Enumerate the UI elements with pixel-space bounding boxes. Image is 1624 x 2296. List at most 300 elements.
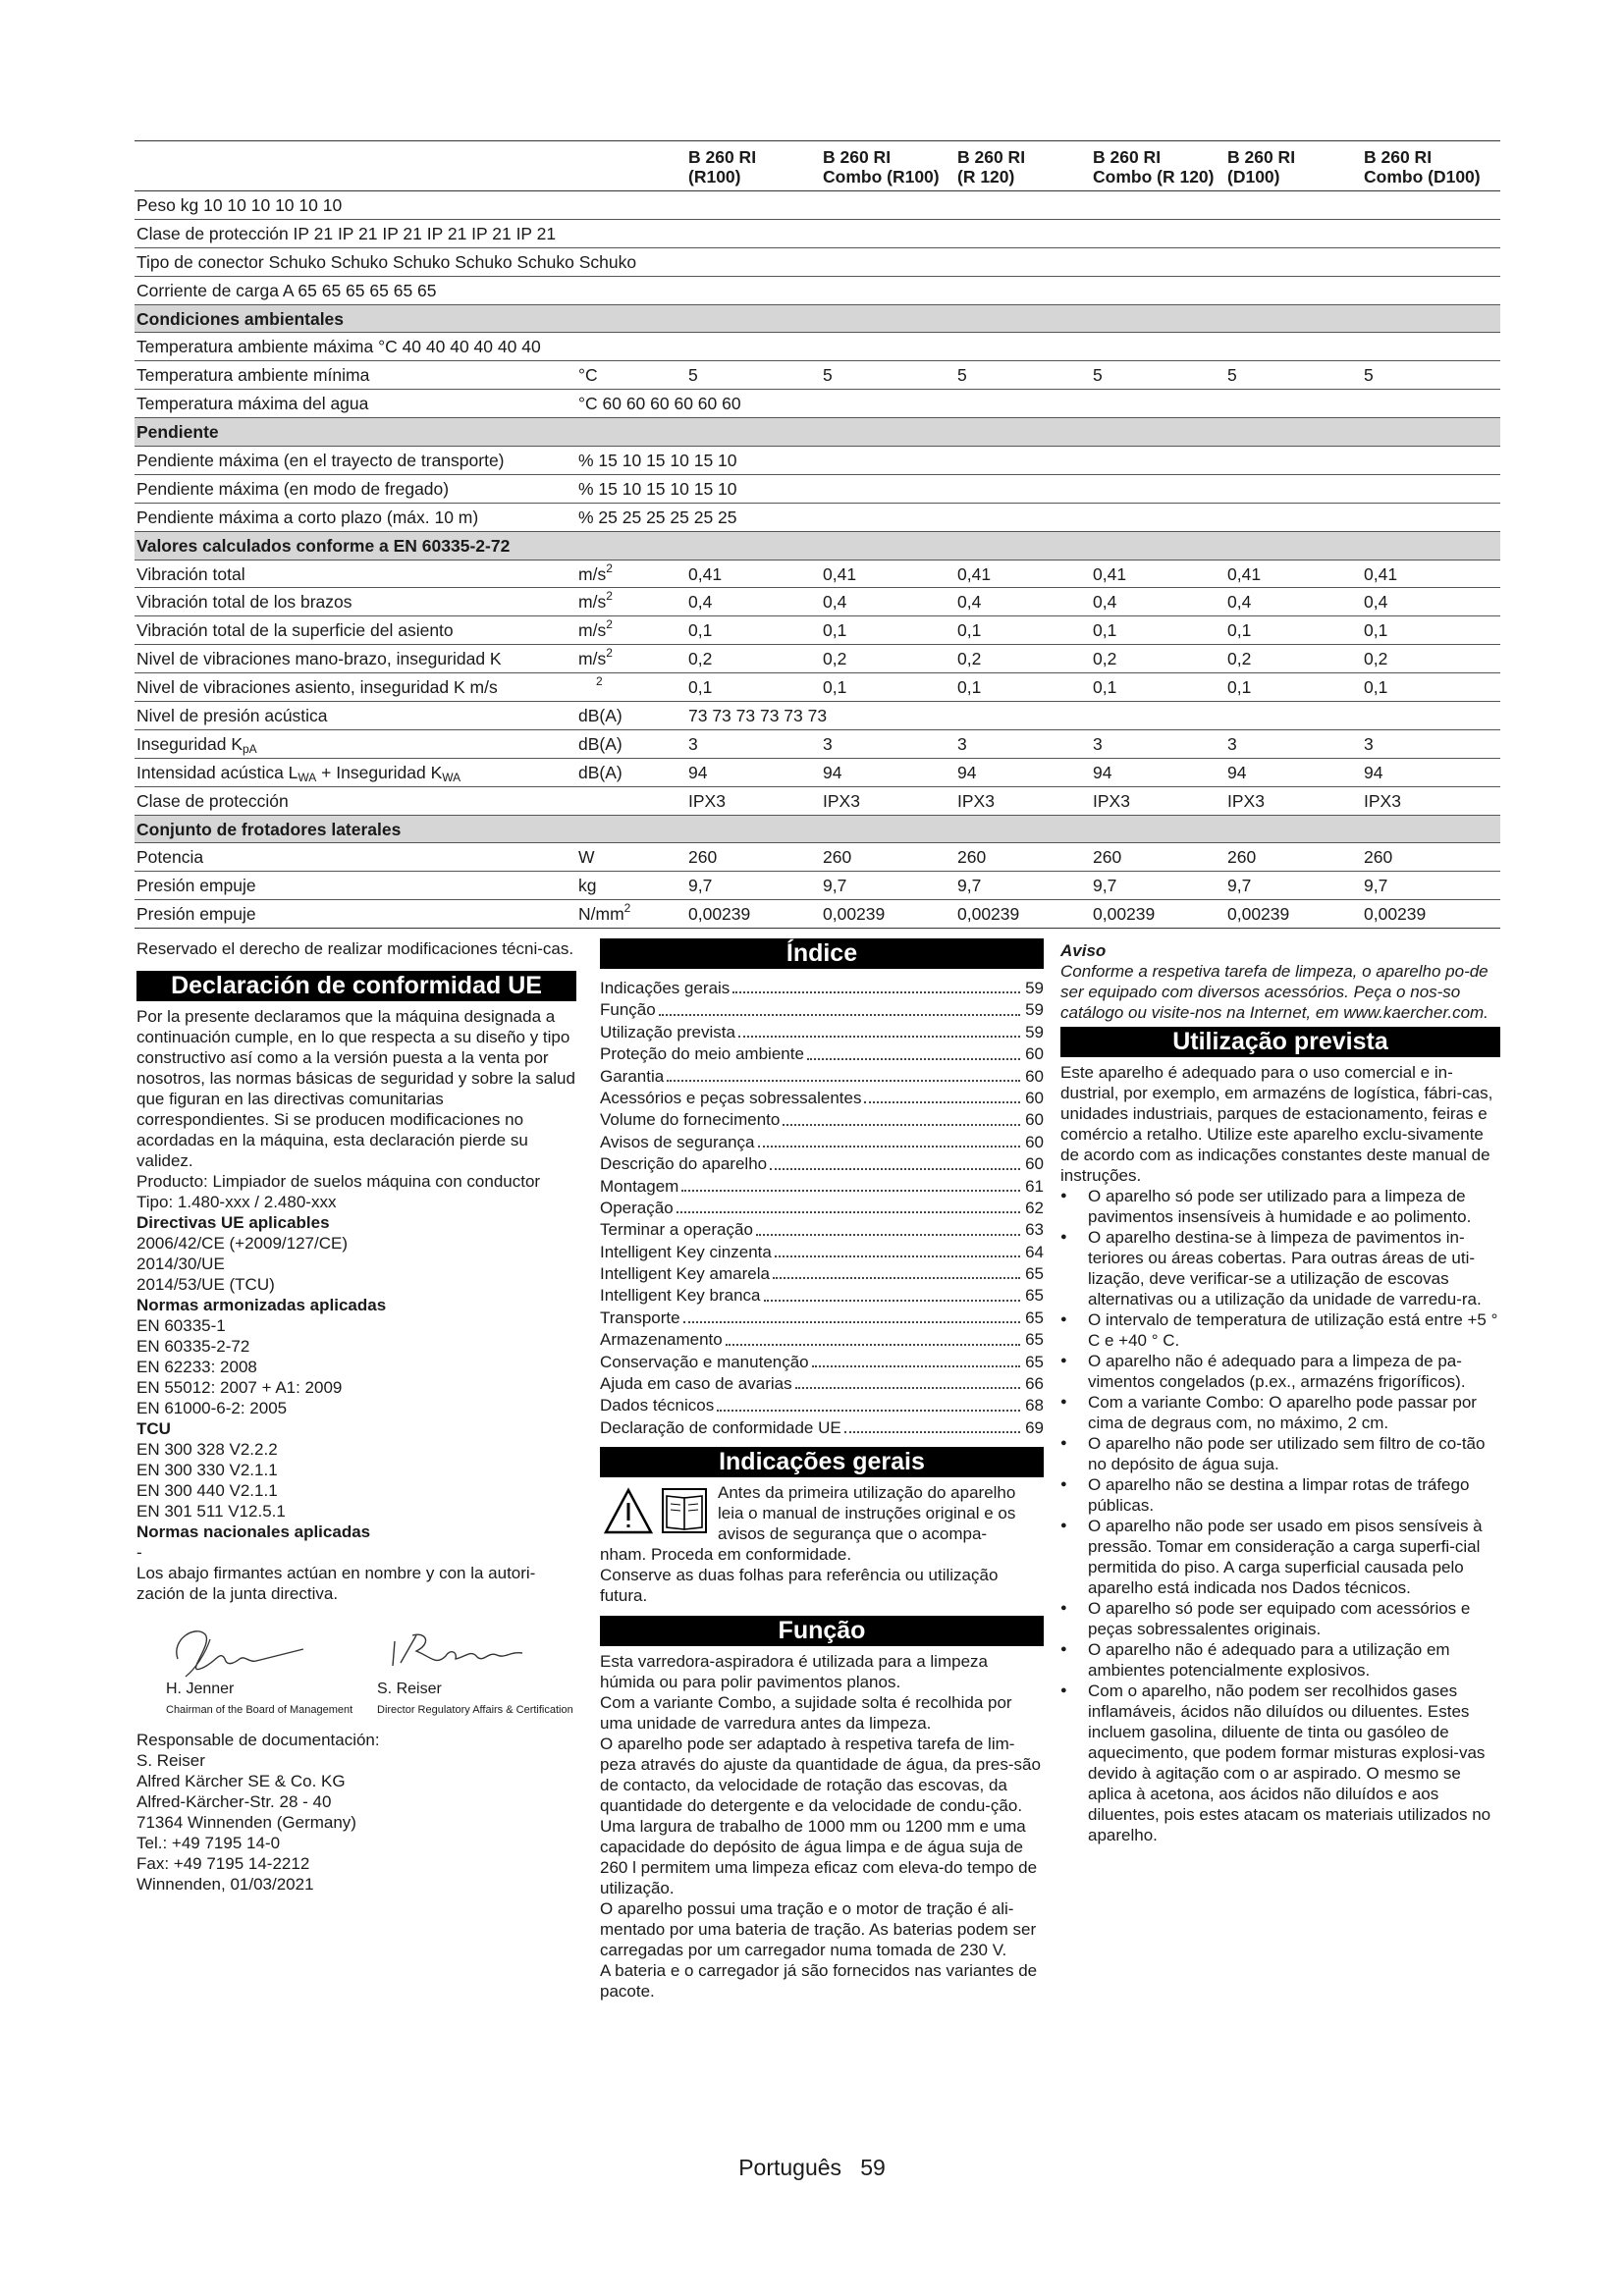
intended-use-text: Este aparelho é adequado para o uso comercial e in-dustrial, por exemplo, em armazéns de logística, fábri-cas, unidades industriais, parques de estacionamento, feiras e comércio a retalho. Utilize este aparelho exclu-sivamente de acordo com as indicações constantes deste manual de instruções. bbox=[1060, 1063, 1493, 1185]
header-col: B 260 RI Combo (R100) bbox=[823, 147, 940, 187]
index-leader bbox=[726, 1344, 1020, 1346]
list-item: EN 300 328 V2.2.2 bbox=[136, 1440, 278, 1459]
row-label: Nivel de presión acústica bbox=[136, 706, 328, 726]
value-cell: 260 bbox=[1093, 847, 1122, 868]
list-item: Alfred-Kärcher-Str. 28 - 40 bbox=[136, 1792, 332, 1811]
value-cell: 5 bbox=[823, 365, 833, 386]
table-row bbox=[135, 504, 1500, 532]
index-entry[interactable] bbox=[600, 1395, 1044, 1416]
value-cell: 94 bbox=[1227, 762, 1247, 782]
value-cell: 94 bbox=[823, 762, 842, 782]
value-cell: 0,41 bbox=[1093, 563, 1127, 584]
value-cell: 5 bbox=[1364, 365, 1374, 386]
list-item: ● Com o aparelho, não podem ser recolhidos gases inflamáveis, ácidos não diluídos ou diluentes. Estes incluem gasolina, diluente de tinta ou gasóleo de aquecimento, que podem formar misturas explosi-vas devido à agitação com o ar aspirado. O mesmo se aplica à acetona, aos ácidos não diluídos e aos diluentes, pois estes atacam os materiais utilizados no aparelho. bbox=[1060, 1681, 1500, 1845]
list-item: ● O intervalo de temperatura de utilização está entre +5 ° C e +40 ° C. bbox=[1060, 1309, 1500, 1351]
index-entry-page: 60 bbox=[1025, 1066, 1044, 1086]
list-item: EN 55012: 2007 + A1: 2009 bbox=[136, 1378, 343, 1397]
table-row bbox=[135, 447, 1500, 475]
section-row bbox=[135, 305, 1500, 334]
value-cell: 0,41 bbox=[1364, 563, 1398, 584]
index-leader bbox=[770, 1168, 1020, 1170]
table-row bbox=[135, 759, 1500, 787]
value-cell: 0,41 bbox=[957, 563, 992, 584]
row-rest: °C 60 60 60 60 60 60 bbox=[578, 394, 741, 414]
index-leader bbox=[667, 1080, 1020, 1082]
documentation-contact bbox=[136, 1730, 576, 1895]
index-entry-page: 65 bbox=[1025, 1308, 1044, 1327]
table-row bbox=[135, 616, 1500, 645]
value-cell: 94 bbox=[688, 762, 708, 782]
index-entry-page: 66 bbox=[1025, 1374, 1044, 1394]
signature-reiser bbox=[387, 1622, 534, 1681]
list-item: O aparelho pode ser adaptado à respetiva tarefa de lim-peza através do ajuste da quantidade de água, da pres-são de contacto, da velocidade de rotação das escovas, da quantidade do detergente e da velocidade de condu-ção. bbox=[600, 1735, 1041, 1816]
table-row bbox=[135, 872, 1500, 900]
row-text: Clase de protección IP 21 IP 21 IP 21 IP 21 IP 21 IP 21 bbox=[136, 223, 557, 243]
index-entry[interactable] bbox=[600, 1043, 1044, 1065]
table-row bbox=[135, 248, 1500, 277]
list-item: EN 300 330 V2.1.1 bbox=[136, 1461, 278, 1479]
list-item: Esta varredora-aspiradora é utilizada para a limpeza húmida ou para polir pavimentos planos. bbox=[600, 1652, 988, 1692]
table-row bbox=[135, 787, 1500, 816]
footer-language: Português bbox=[738, 2155, 842, 2180]
column-left bbox=[136, 938, 576, 1895]
index-leader bbox=[783, 1124, 1020, 1126]
value-cell: 3 bbox=[823, 733, 833, 754]
list-item: EN 60335-1 bbox=[136, 1316, 226, 1335]
index-entry[interactable] bbox=[600, 1373, 1044, 1395]
index-entry-title: Avisos de segurança bbox=[600, 1132, 755, 1151]
list-item: EN 62233: 2008 bbox=[136, 1358, 257, 1376]
signatories-note: Los abajo firmantes actúan en nombre y con la autori-zación de la junta directiva. bbox=[136, 1564, 536, 1603]
list-item: Winnenden, 01/03/2021 bbox=[136, 1875, 314, 1894]
row-unit: °C bbox=[578, 365, 598, 386]
list-item: ● O aparelho não pode ser utilizado sem filtro de co-tão no depósito de água suja. bbox=[1060, 1433, 1500, 1474]
index-entry-title: Volume do fornecimento bbox=[600, 1110, 781, 1130]
notice-title: Aviso bbox=[1060, 941, 1107, 960]
list-item: ● O aparelho não é adequado para a limpeza de pa-vimentos congelados (p.ex., armazéns frigoríficos). bbox=[1060, 1351, 1500, 1392]
signatures bbox=[136, 1620, 576, 1730]
row-unit: dB(A) bbox=[578, 706, 623, 726]
row-unit: $m/s^2$ bbox=[578, 617, 613, 641]
row-text: Temperatura ambiente máxima °C 40 40 40 40 40 40 bbox=[136, 337, 541, 357]
index-entry-page: 60 bbox=[1025, 1154, 1044, 1174]
declaration-text: Por la presente declaramos que la máquina designada a continuación cumple, en lo que respecta a su diseño y tipo constructivo así como a la versión puesta a la venta por nosotros, las normas básicas de seguridad y sobre la salud que figuran en las directivas comunitarias correspondientes. Si se producen modificaciones no acordadas en la máquina, esta declaración pierde su validez. bbox=[136, 1007, 575, 1170]
value-cell: 0,1 bbox=[823, 677, 847, 698]
row-label: Pendiente máxima (en el trayecto de transporte) bbox=[136, 451, 505, 471]
value-cell: 0,2 bbox=[688, 649, 713, 669]
index-entry[interactable] bbox=[600, 1198, 1044, 1219]
index-entry[interactable] bbox=[600, 1329, 1044, 1351]
value-cell: IPX3 bbox=[1364, 790, 1401, 811]
table-row bbox=[135, 900, 1500, 929]
value-cell: 260 bbox=[957, 847, 987, 868]
value-cell: 0,1 bbox=[688, 677, 713, 698]
table-row bbox=[135, 333, 1500, 361]
row-text: Corriente de carga A 65 65 65 65 65 65 bbox=[136, 280, 437, 300]
value-cell: IPX3 bbox=[1227, 790, 1265, 811]
value-cell: 9,7 bbox=[1227, 876, 1252, 896]
index-leader bbox=[677, 1211, 1020, 1213]
technical-data-table bbox=[135, 140, 1500, 929]
index-leader bbox=[738, 1036, 1020, 1038]
row-label: Temperatura ambiente mínima bbox=[136, 365, 370, 386]
index-entry-title: Declaração de conformidade UE bbox=[600, 1417, 841, 1437]
value-cell: 3 bbox=[688, 733, 698, 754]
table-row bbox=[135, 390, 1500, 418]
index-entry-title: Acessórios e peças sobressalentes bbox=[600, 1088, 862, 1107]
index-entry[interactable] bbox=[600, 999, 1044, 1021]
list-item: Uma largura de trabalho de 1000 mm ou 1200 mm e uma capacidade do depósito de água limpa e de água suja de 260 l permitem uma limpeza eficaz com eleva-do tempo de utilização. bbox=[600, 1817, 1038, 1898]
intended-use-bullets bbox=[1060, 1186, 1500, 1845]
value-cell: 5 bbox=[1227, 365, 1237, 386]
value-cell: 94 bbox=[957, 762, 977, 782]
value-cell: 0,00239 bbox=[1227, 904, 1290, 925]
reservation-note: Reservado el derecho de realizar modificaciones técni-cas. bbox=[136, 939, 574, 958]
list-item: EN 61000-6-2: 2005 bbox=[136, 1399, 288, 1417]
page-footer bbox=[0, 2155, 1624, 2181]
value-cell: 0,1 bbox=[1364, 677, 1388, 698]
harmonized-norms-heading: Normas armonizadas aplicadas bbox=[136, 1296, 387, 1314]
value-cell: 9,7 bbox=[823, 876, 847, 896]
value-cell: 94 bbox=[1093, 762, 1112, 782]
value-cell: IPX3 bbox=[823, 790, 860, 811]
table-row bbox=[135, 361, 1500, 390]
index-entry-title: Operação bbox=[600, 1198, 674, 1217]
national-norms-dash: - bbox=[136, 1543, 142, 1562]
product-line: Producto: Limpiador de suelos máquina con conductor bbox=[136, 1172, 541, 1191]
index-entry-page: 60 bbox=[1025, 1132, 1044, 1151]
row-unit: dB(A) bbox=[578, 733, 623, 754]
general-notes-heading: Indicações gerais bbox=[600, 1447, 1044, 1477]
value-cell: 260 bbox=[688, 847, 718, 868]
index-entry[interactable] bbox=[600, 1088, 1044, 1109]
tcu-heading: TCU bbox=[136, 1419, 171, 1438]
value-cell: 3 bbox=[957, 733, 967, 754]
value-cell: 3 bbox=[1227, 733, 1237, 754]
column-right bbox=[1060, 940, 1500, 1845]
row-label: Presión empuje bbox=[136, 876, 256, 896]
row-unit: dB(A) bbox=[578, 762, 623, 782]
row-label: Nivel de vibraciones asiento, inseguridad K m/s bbox=[136, 677, 498, 698]
value-cell: 0,1 bbox=[957, 677, 982, 698]
index-entry[interactable] bbox=[600, 1285, 1044, 1307]
header-col: B 260 RI (R100) bbox=[688, 147, 757, 187]
list-item: Tel.: +49 7195 14-0 bbox=[136, 1834, 281, 1852]
index-entry-page: 65 bbox=[1025, 1330, 1044, 1350]
header-col: B 260 RI Combo (R 120) bbox=[1093, 147, 1215, 187]
page-number: 59 bbox=[860, 2155, 886, 2180]
index-entry-page: 59 bbox=[1025, 978, 1044, 997]
section-row bbox=[135, 532, 1500, 561]
index-entry-page: 60 bbox=[1025, 1088, 1044, 1107]
table-row bbox=[135, 191, 1500, 220]
index-entry-title: Intelligent Key branca bbox=[600, 1286, 761, 1306]
index-entry[interactable] bbox=[600, 1417, 1044, 1439]
table-row bbox=[135, 645, 1500, 673]
value-cell: 3 bbox=[1364, 733, 1374, 754]
value-cell: 0,2 bbox=[1227, 649, 1252, 669]
index-entry-title: Proteção do meio ambiente bbox=[600, 1044, 804, 1064]
list-item: ● O aparelho não pode ser usado em pisos sensíveis à pressão. Tomar em consideração a carga superfi-cial permitida do piso. A carga superficial causada pelo aparelho está indicada nos Dados técnicos. bbox=[1060, 1516, 1500, 1598]
index-entry-page: 59 bbox=[1025, 1022, 1044, 1041]
index-leader bbox=[844, 1431, 1020, 1433]
index-entry-title: Intelligent Key amarela bbox=[600, 1264, 770, 1284]
signer-2-name: S. Reiser bbox=[377, 1681, 442, 1697]
table-row bbox=[135, 561, 1500, 589]
row-rest: % 25 25 25 25 25 25 bbox=[578, 507, 737, 527]
section-row bbox=[135, 418, 1500, 447]
row-label: Presión empuje bbox=[136, 904, 256, 925]
list-item: 2006/42/CE (+2009/127/CE) bbox=[136, 1234, 349, 1253]
index-entry[interactable] bbox=[600, 1022, 1044, 1043]
list-item: S. Reiser bbox=[136, 1751, 205, 1770]
row-label: Vibración total bbox=[136, 563, 245, 584]
value-cell: 0,4 bbox=[1227, 592, 1252, 613]
index-entry[interactable] bbox=[600, 978, 1044, 999]
index-leader bbox=[732, 991, 1020, 993]
index-entry-title: Indicações gerais bbox=[600, 978, 731, 997]
index-entry-page: 64 bbox=[1025, 1242, 1044, 1261]
value-cell: 0,1 bbox=[1093, 620, 1117, 641]
index-entry-page: 63 bbox=[1025, 1220, 1044, 1240]
index-entry[interactable] bbox=[600, 1153, 1044, 1175]
index-entry-title: Montagem bbox=[600, 1176, 679, 1196]
value-cell: 0,41 bbox=[688, 563, 723, 584]
index-entry-page: 65 bbox=[1025, 1352, 1044, 1371]
row-text: Tipo de conector Schuko Schuko Schuko Schuko Schuko Schuko bbox=[136, 251, 637, 272]
row-unit: 2 bbox=[596, 674, 603, 689]
section-title: Condiciones ambientales bbox=[136, 308, 345, 329]
index-entry[interactable] bbox=[600, 1109, 1044, 1131]
function-heading: Função bbox=[600, 1616, 1044, 1646]
list-item: ● O aparelho não é adequado para a utilização em ambientes potencialmente explosivos. bbox=[1060, 1639, 1500, 1681]
value-cell: 0,4 bbox=[688, 592, 713, 613]
index-leader bbox=[717, 1410, 1020, 1412]
index-leader bbox=[812, 1365, 1020, 1367]
header-col: B 260 RI Combo (D100) bbox=[1364, 147, 1481, 187]
value-cell: 5 bbox=[1093, 365, 1103, 386]
index-entry-page: 59 bbox=[1025, 1000, 1044, 1020]
index-entry-page: 60 bbox=[1025, 1110, 1044, 1130]
list-item: ● O aparelho só pode ser equipado com acessórios e peças sobressalentes originais. bbox=[1060, 1598, 1500, 1639]
value-cell: 94 bbox=[1364, 762, 1383, 782]
general-notes-text-2: nham. Proceda em conformidade. bbox=[600, 1545, 852, 1565]
notice-text: Conforme a respetiva tarefa de limpeza, o aparelho po-de ser equipado com diversos acessórios. Peça o nos-so catálogo ou visite-nos na Internet, em www.kaercher.com. bbox=[1060, 962, 1489, 1022]
index-entry-page: 69 bbox=[1025, 1417, 1044, 1437]
row-label: Pendiente máxima a corto plazo (máx. 10 m) bbox=[136, 507, 479, 527]
table-row bbox=[135, 588, 1500, 616]
value-cell: 3 bbox=[1093, 733, 1103, 754]
value-cell: 0,41 bbox=[1227, 563, 1262, 584]
value-cell: 0,00239 bbox=[957, 904, 1020, 925]
section-title: Conjunto de frotadores laterales bbox=[136, 819, 402, 839]
row-label: Clase de protección bbox=[136, 790, 289, 811]
row-text: Peso kg 10 10 10 10 10 10 bbox=[136, 195, 343, 215]
list-item: 71364 Winnenden (Germany) bbox=[136, 1813, 356, 1832]
list-item: Alfred Kärcher SE & Co. KG bbox=[136, 1772, 346, 1790]
value-cell: 9,7 bbox=[1093, 876, 1117, 896]
index-entry[interactable] bbox=[600, 1242, 1044, 1263]
list-item: O aparelho possui uma tração e o motor de tração é ali-mentado por uma bateria de tração. As baterias podem ser carregadas por um carregador numa tomada de 230 V. bbox=[600, 1899, 1037, 1960]
value-cell: 0,1 bbox=[957, 620, 982, 641]
index-leader bbox=[756, 1234, 1020, 1236]
value-cell: 260 bbox=[1227, 847, 1257, 868]
row-unit: $m/s^2$ bbox=[578, 561, 613, 584]
index-entry-title: Transporte bbox=[600, 1308, 680, 1327]
list-item: EN 301 511 V12.5.1 bbox=[136, 1502, 286, 1521]
value-cell: IPX3 bbox=[1093, 790, 1130, 811]
index-leader bbox=[659, 1014, 1020, 1016]
value-cell: 9,7 bbox=[1364, 876, 1388, 896]
directives-heading: Directivas UE aplicables bbox=[136, 1213, 330, 1232]
row-unit: W bbox=[578, 847, 595, 868]
index-entry-page: 62 bbox=[1025, 1198, 1044, 1217]
index-leader bbox=[775, 1255, 1020, 1257]
table-row bbox=[135, 702, 1500, 730]
index-entry[interactable] bbox=[600, 1308, 1044, 1329]
list-item: Com a variante Combo, a sujidade solta é recolhida por uma unidade de varredura antes da limpeza. bbox=[600, 1693, 1012, 1734]
index-entry-title: Descrição do aparelho bbox=[600, 1154, 768, 1174]
general-notes-text-3: Conserve as duas folhas para referência ou utilização futura. bbox=[600, 1566, 999, 1606]
index-entry-title: Ajuda em caso de avarias bbox=[600, 1374, 792, 1394]
value-cell: 0,1 bbox=[1227, 677, 1252, 698]
index-entry-title: Utilização prevista bbox=[600, 1022, 735, 1041]
index-leader bbox=[773, 1277, 1020, 1279]
header-col: B 260 RI (D100) bbox=[1227, 147, 1296, 187]
value-cell: 0,00239 bbox=[688, 904, 751, 925]
value-cell: 0,2 bbox=[1093, 649, 1117, 669]
value-cell: 0,00239 bbox=[1364, 904, 1427, 925]
declaration-heading: Declaración de conformidad UE bbox=[136, 971, 576, 1001]
table-row bbox=[135, 843, 1500, 872]
row-unit: $m/s^2$ bbox=[578, 589, 613, 613]
index-entry[interactable] bbox=[600, 1219, 1044, 1241]
row-unit: $m/s^2$ bbox=[578, 646, 613, 669]
row-rest: % 15 10 15 10 15 10 bbox=[578, 478, 737, 499]
column-middle bbox=[600, 938, 1044, 2002]
list-item: ● O aparelho não se destina a limpar rotas de tráfego públicas. bbox=[1060, 1474, 1500, 1516]
warning-manual-icon bbox=[602, 1486, 712, 1537]
index-entry-page: 65 bbox=[1025, 1286, 1044, 1306]
list-item: Fax: +49 7195 14-2212 bbox=[136, 1854, 310, 1873]
index-entry[interactable] bbox=[600, 1263, 1044, 1285]
table-row bbox=[135, 277, 1500, 305]
index-entry-title: Intelligent Key cinzenta bbox=[600, 1242, 772, 1261]
tcu-list bbox=[136, 1439, 576, 1522]
national-norms-heading: Normas nacionales aplicadas bbox=[136, 1522, 371, 1541]
value-cell: 9,7 bbox=[688, 876, 713, 896]
row-label: Inseguridad $K_{pA}$ bbox=[136, 733, 257, 756]
index-entry-title: Dados técnicos bbox=[600, 1396, 715, 1415]
value-cell: 0,41 bbox=[823, 563, 857, 584]
list-item: 2014/53/UE (TCU) bbox=[136, 1275, 275, 1294]
row-label: Pendiente máxima (en modo de fregado) bbox=[136, 478, 450, 499]
value-cell: 0,00239 bbox=[823, 904, 886, 925]
list-item: EN 300 440 V2.1.1 bbox=[136, 1481, 278, 1500]
directives-list bbox=[136, 1233, 576, 1295]
index-entry[interactable] bbox=[600, 1176, 1044, 1198]
signer-1-role: Chairman of the Board of Management bbox=[166, 1704, 353, 1716]
index-leader bbox=[758, 1146, 1020, 1148]
signature-jenner bbox=[166, 1620, 313, 1681]
section-row bbox=[135, 816, 1500, 844]
index-entry-page: 60 bbox=[1025, 1044, 1044, 1064]
index-entry-title: Garantia bbox=[600, 1066, 665, 1086]
list-item: A bateria e o carregador já são fornecidos nas variantes de pacote. bbox=[600, 1961, 1038, 2002]
general-notes-text-1: Antes da primeira utilização do aparelho leia o manual de instruções original e os avisos de segurança que o acompa- bbox=[718, 1483, 1016, 1544]
row-label: Potencia bbox=[136, 847, 204, 868]
table-row bbox=[135, 673, 1500, 702]
row-rest: % 15 10 15 10 15 10 bbox=[578, 451, 737, 471]
index-leader bbox=[683, 1321, 1020, 1323]
index-leader bbox=[807, 1058, 1020, 1060]
table-row bbox=[135, 730, 1500, 759]
index-leader bbox=[795, 1387, 1020, 1389]
index-entry[interactable] bbox=[600, 1066, 1044, 1088]
list-item: ● O aparelho destina-se à limpeza de pavimentos in-teriores ou áreas cobertas. Para outras áreas de uti-lização, deve verificar-se a utilização de escovas alternativas ou a utilização da unidade de varredu-ra. bbox=[1060, 1227, 1500, 1309]
value-cell: 0,2 bbox=[957, 649, 982, 669]
value-cell: IPX3 bbox=[957, 790, 995, 811]
value-cell: 0,2 bbox=[1364, 649, 1388, 669]
value-cell: 260 bbox=[1364, 847, 1393, 868]
list-item: Responsable de documentación: bbox=[136, 1731, 380, 1749]
value-cell: 0,4 bbox=[823, 592, 847, 613]
list-item: 2014/30/UE bbox=[136, 1255, 225, 1273]
row-unit: $N/mm^2$ bbox=[578, 901, 631, 925]
type-line: Tipo: 1.480-xxx / 2.480-xxx bbox=[136, 1193, 337, 1211]
section-title: Pendiente bbox=[136, 422, 219, 443]
value-cell: 260 bbox=[823, 847, 852, 868]
index-leader bbox=[764, 1300, 1021, 1302]
list-item: ● Com a variante Combo: O aparelho pode passar por cima de degraus com, no máximo, 2 cm. bbox=[1060, 1392, 1500, 1433]
index-entry[interactable] bbox=[600, 1352, 1044, 1373]
value-cell: 5 bbox=[688, 365, 698, 386]
value-cell: 0,1 bbox=[823, 620, 847, 641]
row-unit: kg bbox=[578, 876, 597, 896]
index-entry-title: Função bbox=[600, 1000, 656, 1020]
table-header bbox=[135, 140, 1500, 191]
table-row bbox=[135, 220, 1500, 248]
value-cell: 0,1 bbox=[688, 620, 713, 641]
value-cell: IPX3 bbox=[688, 790, 726, 811]
value-cell: 0,1 bbox=[1093, 677, 1117, 698]
function-paragraphs bbox=[600, 1651, 1044, 2002]
index-leader bbox=[864, 1101, 1020, 1103]
header-col: B 260 RI (R 120) bbox=[957, 147, 1026, 187]
value-cell: 0,4 bbox=[1093, 592, 1117, 613]
index-entry-title: Terminar a operação bbox=[600, 1220, 753, 1240]
value-cell: 0,4 bbox=[1364, 592, 1388, 613]
table-of-contents bbox=[600, 978, 1044, 1439]
value-cell: 0,1 bbox=[1364, 620, 1388, 641]
index-leader bbox=[681, 1190, 1020, 1192]
table-row bbox=[135, 475, 1500, 504]
section-title: Valores calculados conforme a EN 60335-2-72 bbox=[136, 535, 511, 556]
row-label: Intensidad acústica $L_{WA}$ + Inseguridad $K_{WA}$ bbox=[136, 762, 461, 784]
index-entry-page: 65 bbox=[1025, 1264, 1044, 1284]
row-label: Vibración total de los brazos bbox=[136, 592, 352, 613]
value-cell: 0,1 bbox=[1227, 620, 1252, 641]
value-cell: 0,4 bbox=[957, 592, 982, 613]
index-entry-title: Conservação e manutenção bbox=[600, 1352, 809, 1371]
value-cell: 5 bbox=[957, 365, 967, 386]
index-entry-title: Armazenamento bbox=[600, 1330, 723, 1350]
value-cell: 9,7 bbox=[957, 876, 982, 896]
row-label: Nivel de vibraciones mano-brazo, inseguridad K bbox=[136, 649, 502, 669]
index-entry[interactable] bbox=[600, 1132, 1044, 1153]
value-cell: 0,00239 bbox=[1093, 904, 1156, 925]
index-entry-page: 68 bbox=[1025, 1396, 1044, 1415]
